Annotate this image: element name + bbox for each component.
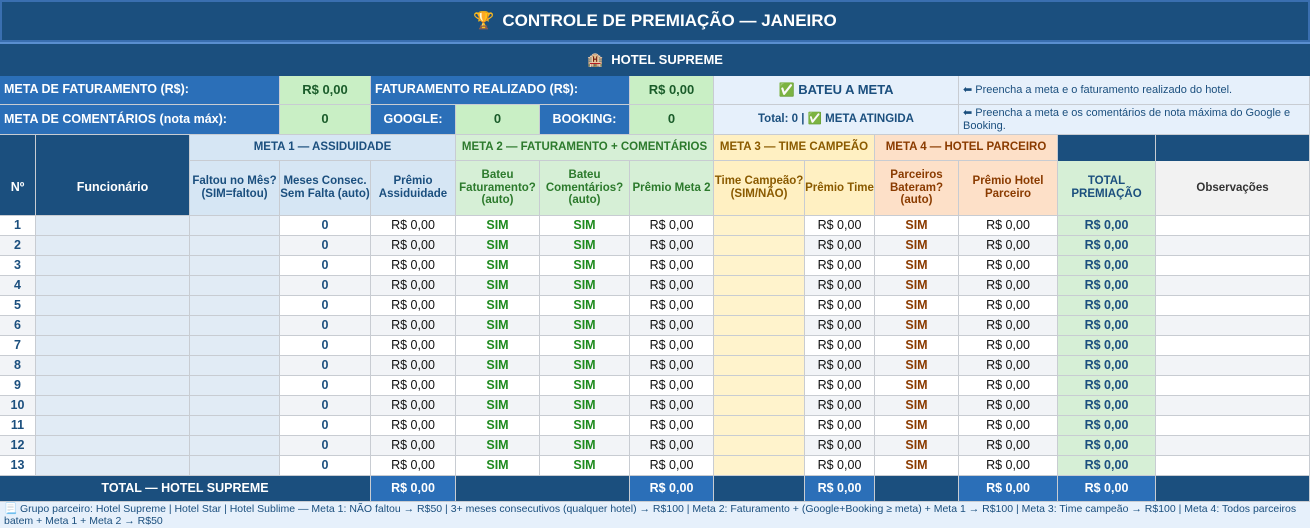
group-spacer-total (1058, 135, 1156, 161)
col-header-obs: Observações (1156, 161, 1310, 216)
premio-parceiro-cell: R$ 0,00 (959, 256, 1058, 276)
meses-cell: 0 (280, 316, 371, 336)
row-number: 8 (0, 356, 36, 376)
meses-cell: 0 (280, 236, 371, 256)
row-number: 13 (0, 456, 36, 476)
booking-label: BOOKING: (540, 105, 630, 135)
col-header-time-campeao: Time Campeão? (SIM/NÃO) (714, 161, 805, 216)
hotel-name: HOTEL SUPREME (611, 52, 723, 67)
bateu-fat-cell: SIM (456, 236, 540, 256)
faltou-cell[interactable] (190, 436, 280, 456)
col-header-premio-parceiro: Prêmio Hotel Parceiro (959, 161, 1058, 216)
group-meta2: META 2 — FATURAMENTO + COMENTÁRIOS (456, 135, 714, 161)
col-header-total: TOTAL PREMIAÇÃO (1058, 161, 1156, 216)
faltou-cell[interactable] (190, 276, 280, 296)
funcionario-cell[interactable] (36, 316, 190, 336)
premio-assid-cell: R$ 0,00 (371, 456, 456, 476)
funcionario-cell[interactable] (36, 256, 190, 276)
total-cell: R$ 0,00 (1058, 256, 1156, 276)
observacoes-cell[interactable] (1156, 276, 1310, 296)
meses-cell: 0 (280, 456, 371, 476)
bateu-fat-cell: SIM (456, 276, 540, 296)
faltou-cell[interactable] (190, 416, 280, 436)
meses-cell: 0 (280, 396, 371, 416)
funcionario-cell[interactable] (36, 356, 190, 376)
col-header-meses: Meses Consec. Sem Falta (auto) (280, 161, 371, 216)
time-campeao-cell[interactable] (714, 416, 805, 436)
footnote-text: Grupo parceiro: Hotel Supreme | Hotel Star | Hotel Sublime — Meta 1: NÃO faltou → R$50 | 3+ meses consecutivos (qualquer hotel) → R$100 | Meta 2: Faturamento + (Google+Booking ≥ meta) + Meta 1 → R$100 | Meta 3: Time campeão → R$100 | Meta 4: Todos parceiros batem + Meta 1 + Meta 2 → R$50 (4, 503, 1297, 527)
total-cell: R$ 0,00 (1058, 416, 1156, 436)
title-bar (0, 0, 1310, 42)
group-spacer-obs (1156, 135, 1310, 161)
bateu-fat-cell: SIM (456, 296, 540, 316)
total-cell: R$ 0,00 (1058, 376, 1156, 396)
footer-premio-time: R$ 0,00 (805, 476, 875, 502)
parceiros-cell: SIM (875, 416, 959, 436)
bateu-fat-cell: SIM (456, 336, 540, 356)
observacoes-cell[interactable] (1156, 416, 1310, 436)
row-number: 10 (0, 396, 36, 416)
funcionario-cell[interactable] (36, 296, 190, 316)
booking-input[interactable]: 0 (630, 105, 714, 135)
faltou-cell[interactable] (190, 216, 280, 236)
faltou-cell[interactable] (190, 336, 280, 356)
funcionario-cell[interactable] (36, 336, 190, 356)
bateu-fat-cell: SIM (456, 396, 540, 416)
col-header-n: Nº (0, 161, 36, 216)
premio-assid-cell: R$ 0,00 (371, 276, 456, 296)
footer-total-label: TOTAL — HOTEL SUPREME (0, 476, 371, 502)
premio-time-cell: R$ 0,00 (805, 216, 875, 236)
row-number: 6 (0, 316, 36, 336)
observacoes-cell[interactable] (1156, 216, 1310, 236)
bateu-com-cell: SIM (540, 236, 630, 256)
meses-cell: 0 (280, 256, 371, 276)
premio-parceiro-cell: R$ 0,00 (959, 436, 1058, 456)
bateu-fat-cell: SIM (456, 456, 540, 476)
row-number: 2 (0, 236, 36, 256)
bateu-fat-cell: SIM (456, 256, 540, 276)
time-campeao-cell[interactable] (714, 316, 805, 336)
funcionario-cell[interactable] (36, 456, 190, 476)
observacoes-cell[interactable] (1156, 376, 1310, 396)
time-campeao-cell[interactable] (714, 336, 805, 356)
premio-meta2-cell: R$ 0,00 (630, 256, 714, 276)
group-meta3: META 3 — TIME CAMPEÃO (714, 135, 875, 161)
funcionario-cell[interactable] (36, 396, 190, 416)
time-campeao-cell[interactable] (714, 376, 805, 396)
bateu-com-cell: SIM (540, 276, 630, 296)
faturamento-realizado-label: FATURAMENTO REALIZADO (R$): (371, 76, 630, 105)
group-meta4: META 4 — HOTEL PARCEIRO (875, 135, 1058, 161)
premio-meta2-cell: R$ 0,00 (630, 456, 714, 476)
bateu-com-cell: SIM (540, 376, 630, 396)
premio-assid-cell: R$ 0,00 (371, 216, 456, 236)
bateu-com-cell: SIM (540, 356, 630, 376)
total-cell: R$ 0,00 (1058, 216, 1156, 236)
bateu-fat-cell: SIM (456, 216, 540, 236)
premio-assid-cell: R$ 0,00 (371, 336, 456, 356)
total-cell: R$ 0,00 (1058, 236, 1156, 256)
footer-premio-meta2: R$ 0,00 (630, 476, 714, 502)
bateu-meta-status: ✅ BATEU A META (714, 76, 959, 105)
page-title: CONTROLE DE PREMIAÇÃO — JANEIRO (502, 11, 837, 30)
faltou-cell[interactable] (190, 316, 280, 336)
premio-parceiro-cell: R$ 0,00 (959, 356, 1058, 376)
time-campeao-cell[interactable] (714, 396, 805, 416)
bateu-fat-cell: SIM (456, 436, 540, 456)
premio-parceiro-cell: R$ 0,00 (959, 416, 1058, 436)
comentarios-total-status: Total: 0 | ✅ META ATINGIDA (714, 105, 959, 135)
trophy-icon: 🏆 (473, 11, 495, 30)
observacoes-cell[interactable] (1156, 396, 1310, 416)
parceiros-cell: SIM (875, 256, 959, 276)
premio-time-cell: R$ 0,00 (805, 456, 875, 476)
premio-meta2-cell: R$ 0,00 (630, 216, 714, 236)
bateu-com-cell: SIM (540, 256, 630, 276)
hotel-icon: 🏨 (587, 51, 604, 67)
observacoes-cell[interactable] (1156, 356, 1310, 376)
time-campeao-cell[interactable] (714, 356, 805, 376)
note-faturamento: ⬅ Preencha a meta e o faturamento realizado do hotel. (959, 76, 1310, 105)
bateu-com-cell: SIM (540, 216, 630, 236)
funcionario-cell[interactable] (36, 236, 190, 256)
premio-time-cell: R$ 0,00 (805, 416, 875, 436)
col-header-bateu-fat: Bateu Faturamento? (auto) (456, 161, 540, 216)
premio-parceiro-cell: R$ 0,00 (959, 276, 1058, 296)
meta-faturamento-input[interactable]: R$ 0,00 (280, 76, 371, 105)
premio-time-cell: R$ 0,00 (805, 376, 875, 396)
meses-cell: 0 (280, 276, 371, 296)
premio-meta2-cell: R$ 0,00 (630, 296, 714, 316)
premio-meta2-cell: R$ 0,00 (630, 316, 714, 336)
note-comentarios: ⬅ Preencha a meta e os comentários de nota máxima do Google e Booking. (959, 105, 1310, 135)
premio-time-cell: R$ 0,00 (805, 316, 875, 336)
row-number: 9 (0, 376, 36, 396)
premio-meta2-cell: R$ 0,00 (630, 276, 714, 296)
meses-cell: 0 (280, 336, 371, 356)
meta-comentarios-label: META DE COMENTÁRIOS (nota máx): (0, 105, 280, 135)
bateu-fat-cell: SIM (456, 316, 540, 336)
premio-assid-cell: R$ 0,00 (371, 356, 456, 376)
funcionario-cell[interactable] (36, 216, 190, 236)
meta-faturamento-label: META DE FATURAMENTO (R$): (0, 76, 280, 105)
row-number: 1 (0, 216, 36, 236)
faltou-cell[interactable] (190, 356, 280, 376)
meta-comentarios-input[interactable]: 0 (280, 105, 371, 135)
row-number: 7 (0, 336, 36, 356)
row-number: 11 (0, 416, 36, 436)
parceiros-cell: SIM (875, 456, 959, 476)
bateu-fat-cell: SIM (456, 376, 540, 396)
premio-parceiro-cell: R$ 0,00 (959, 216, 1058, 236)
premio-time-cell: R$ 0,00 (805, 436, 875, 456)
time-campeao-cell[interactable] (714, 256, 805, 276)
premio-meta2-cell: R$ 0,00 (630, 396, 714, 416)
observacoes-cell[interactable] (1156, 336, 1310, 356)
total-cell: R$ 0,00 (1058, 436, 1156, 456)
parceiros-cell: SIM (875, 336, 959, 356)
meses-cell: 0 (280, 296, 371, 316)
premio-meta2-cell: R$ 0,00 (630, 336, 714, 356)
time-campeao-cell[interactable] (714, 216, 805, 236)
parceiros-cell: SIM (875, 316, 959, 336)
footer-premio-assid: R$ 0,00 (371, 476, 456, 502)
footer-total: R$ 0,00 (1058, 476, 1156, 502)
observacoes-cell[interactable] (1156, 236, 1310, 256)
bateu-com-cell: SIM (540, 316, 630, 336)
premio-time-cell: R$ 0,00 (805, 356, 875, 376)
total-cell: R$ 0,00 (1058, 336, 1156, 356)
bateu-com-cell: SIM (540, 416, 630, 436)
faltou-cell[interactable] (190, 256, 280, 276)
faltou-cell[interactable] (190, 396, 280, 416)
observacoes-cell[interactable] (1156, 256, 1310, 276)
footer-spacer-meta4 (875, 476, 959, 502)
parceiros-cell: SIM (875, 356, 959, 376)
funcionario-cell[interactable] (36, 416, 190, 436)
premio-time-cell: R$ 0,00 (805, 276, 875, 296)
footer-spacer-meta3 (714, 476, 805, 502)
funcionario-cell[interactable] (36, 436, 190, 456)
faltou-cell[interactable] (190, 296, 280, 316)
total-cell: R$ 0,00 (1058, 396, 1156, 416)
premio-assid-cell: R$ 0,00 (371, 416, 456, 436)
row-number: 12 (0, 436, 36, 456)
premio-meta2-cell: R$ 0,00 (630, 236, 714, 256)
premio-assid-cell: R$ 0,00 (371, 436, 456, 456)
premio-assid-cell: R$ 0,00 (371, 376, 456, 396)
google-input[interactable]: 0 (456, 105, 540, 135)
row-number: 5 (0, 296, 36, 316)
time-campeao-cell[interactable] (714, 456, 805, 476)
rules-footnote (0, 502, 1310, 528)
bateu-fat-cell: SIM (456, 356, 540, 376)
funcionario-cell[interactable] (36, 276, 190, 296)
parceiros-cell: SIM (875, 376, 959, 396)
parceiros-cell: SIM (875, 296, 959, 316)
premio-time-cell: R$ 0,00 (805, 256, 875, 276)
faltou-cell[interactable] (190, 456, 280, 476)
faturamento-realizado-input[interactable]: R$ 0,00 (630, 76, 714, 105)
subtitle-bar (0, 42, 1310, 76)
premio-parceiro-cell: R$ 0,00 (959, 396, 1058, 416)
premio-time-cell: R$ 0,00 (805, 296, 875, 316)
row-number: 3 (0, 256, 36, 276)
premio-meta2-cell: R$ 0,00 (630, 376, 714, 396)
group-meta1: META 1 — ASSIDUIDADE (190, 135, 456, 161)
parceiros-cell: SIM (875, 436, 959, 456)
observacoes-cell[interactable] (1156, 456, 1310, 476)
meses-cell: 0 (280, 216, 371, 236)
funcionario-cell[interactable] (36, 376, 190, 396)
group-spacer-n (0, 135, 36, 161)
parceiros-cell: SIM (875, 396, 959, 416)
premio-parceiro-cell: R$ 0,00 (959, 336, 1058, 356)
document-icon: 📃 (4, 503, 18, 515)
time-campeao-cell[interactable] (714, 296, 805, 316)
total-cell: R$ 0,00 (1058, 456, 1156, 476)
row-number: 4 (0, 276, 36, 296)
col-header-faltou: Faltou no Mês? (SIM=faltou) (190, 161, 280, 216)
premio-parceiro-cell: R$ 0,00 (959, 296, 1058, 316)
parceiros-cell: SIM (875, 216, 959, 236)
total-cell: R$ 0,00 (1058, 296, 1156, 316)
premio-meta2-cell: R$ 0,00 (630, 416, 714, 436)
total-cell: R$ 0,00 (1058, 316, 1156, 336)
bateu-com-cell: SIM (540, 396, 630, 416)
meses-cell: 0 (280, 436, 371, 456)
bateu-com-cell: SIM (540, 296, 630, 316)
premio-parceiro-cell: R$ 0,00 (959, 456, 1058, 476)
meses-cell: 0 (280, 416, 371, 436)
premio-assid-cell: R$ 0,00 (371, 236, 456, 256)
premio-assid-cell: R$ 0,00 (371, 256, 456, 276)
meses-cell: 0 (280, 356, 371, 376)
premio-time-cell: R$ 0,00 (805, 396, 875, 416)
parceiros-cell: SIM (875, 276, 959, 296)
premio-meta2-cell: R$ 0,00 (630, 436, 714, 456)
footer-spacer-obs (1156, 476, 1310, 502)
premio-assid-cell: R$ 0,00 (371, 396, 456, 416)
premio-meta2-cell: R$ 0,00 (630, 356, 714, 376)
faltou-cell[interactable] (190, 236, 280, 256)
premio-parceiro-cell: R$ 0,00 (959, 236, 1058, 256)
col-header-parceiros: Parceiros Bateram? (auto) (875, 161, 959, 216)
observacoes-cell[interactable] (1156, 296, 1310, 316)
group-spacer-func (36, 135, 190, 161)
bateu-fat-cell: SIM (456, 416, 540, 436)
col-header-premio-meta2: Prêmio Meta 2 (630, 161, 714, 216)
footer-premio-parceiro: R$ 0,00 (959, 476, 1058, 502)
parceiros-cell: SIM (875, 236, 959, 256)
google-label: GOOGLE: (371, 105, 456, 135)
premio-parceiro-cell: R$ 0,00 (959, 316, 1058, 336)
total-cell: R$ 0,00 (1058, 356, 1156, 376)
observacoes-cell[interactable] (1156, 436, 1310, 456)
footer-spacer-meta2 (456, 476, 630, 502)
bateu-com-cell: SIM (540, 436, 630, 456)
col-header-premio-assid: Prêmio Assiduidade (371, 161, 456, 216)
bateu-com-cell: SIM (540, 336, 630, 356)
time-campeao-cell[interactable] (714, 436, 805, 456)
total-cell: R$ 0,00 (1058, 276, 1156, 296)
premio-assid-cell: R$ 0,00 (371, 296, 456, 316)
premio-time-cell: R$ 0,00 (805, 236, 875, 256)
premio-time-cell: R$ 0,00 (805, 336, 875, 356)
bateu-com-cell: SIM (540, 456, 630, 476)
observacoes-cell[interactable] (1156, 316, 1310, 336)
premio-assid-cell: R$ 0,00 (371, 316, 456, 336)
time-campeao-cell[interactable] (714, 276, 805, 296)
col-header-premio-time: Prêmio Time (805, 161, 875, 216)
premio-parceiro-cell: R$ 0,00 (959, 376, 1058, 396)
col-header-bateu-com: Bateu Comentários? (auto) (540, 161, 630, 216)
faltou-cell[interactable] (190, 376, 280, 396)
meses-cell: 0 (280, 376, 371, 396)
col-header-funcionario: Funcionário (36, 161, 190, 216)
time-campeao-cell[interactable] (714, 236, 805, 256)
